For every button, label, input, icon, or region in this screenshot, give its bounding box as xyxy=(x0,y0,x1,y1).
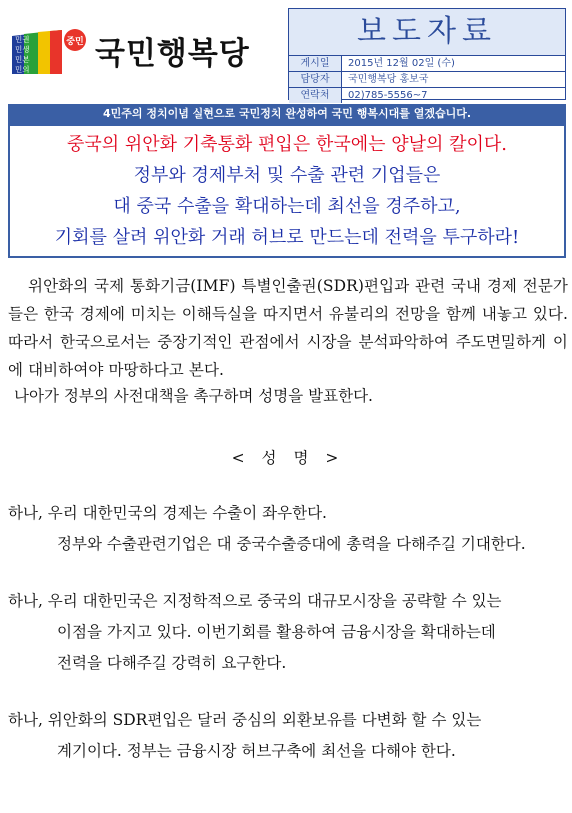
info-label: 게시일 xyxy=(289,56,342,71)
info-row-date xyxy=(289,56,565,72)
intro-paragraph: 위안화의 국제 통화기금(IMF) 특별인출권(SDR)편입과 관련 국내 경제 전문가들은 한국 경제에 미치는 이해득실을 따지면서 유불리의 전망을 함께 내놓고 있다. 따라서 한국으로서는 중장기적인 관점에서 시장을 분석파악하여 주도면밀하게 이에 대비하여야 마땅하다고 본다. xyxy=(8,277,568,379)
headline-main: 중국의 위안화 기축통화 편입은 한국에는 양날의 칼이다. xyxy=(67,134,507,155)
info-label: 담당자 xyxy=(289,72,342,87)
logo-line-4: 민의 xyxy=(15,65,30,74)
headline-line-3: 대 중국 수출을 확대하는데 최선을 경주하고, xyxy=(113,196,461,217)
party-name: 국민행복당 xyxy=(95,36,250,72)
logo-line-2: 민생 xyxy=(15,45,30,54)
item-line: 하나, 우리 대한민국의 경제는 수출이 좌우한다. xyxy=(8,504,327,522)
press-release-title: 보도자료 xyxy=(289,9,565,56)
item-line: 하나, 우리 대한민국은 지정학적으로 중국의 대규모시장을 공략할 수 있는 xyxy=(8,592,502,610)
headline-box xyxy=(8,124,566,258)
statement-intro: 나아가 정부의 사전대책을 촉구하며 성명을 발표한다. xyxy=(14,387,373,405)
logo-badge: 중민 xyxy=(66,37,84,47)
item-line: 정부와 수출관련기업은 대 중국수출증대에 총력을 다해주길 기대한다. xyxy=(57,535,526,553)
statement-item-2 xyxy=(8,586,568,679)
document-body xyxy=(8,272,568,767)
headline-line-4: 기회를 살려 위안화 거래 허브로 만드는데 전력을 투구하라! xyxy=(54,227,520,248)
info-value: 02)785-5556~7 xyxy=(348,90,428,101)
info-value: 2015년 12월 02일 (수) xyxy=(348,58,455,69)
statement-item-3 xyxy=(8,705,568,767)
item-line: 전력을 다해주길 강력히 요구한다. xyxy=(57,654,287,672)
info-label: 연락처 xyxy=(289,88,342,103)
party-logo xyxy=(12,28,90,74)
logo-line-3: 민본 xyxy=(15,55,30,64)
slogan-banner: 4민주의 정치이념 실현으로 국민정치 완성하여 국민 행복시대를 열겠습니다. xyxy=(8,104,566,124)
info-row-phone xyxy=(289,88,565,103)
info-row-contact-person xyxy=(289,72,565,88)
statement-item-1 xyxy=(8,498,568,560)
info-value: 국민행복당 홍보국 xyxy=(348,74,429,85)
headline-line-2: 정부와 경제부처 및 수출 관련 기업들은 xyxy=(133,165,441,186)
press-release-box xyxy=(288,8,566,100)
item-line: 계기이다. 정부는 금융시장 허브구축에 최선을 다해야 한다. xyxy=(57,742,456,760)
statement-heading: < 성 명 > xyxy=(231,449,345,467)
logo-line-1: 민권 xyxy=(15,35,30,44)
item-line: 하나, 위안화의 SDR편입은 달러 중심의 외환보유를 다변화 할 수 있는 xyxy=(8,711,482,729)
item-line: 이점을 가지고 있다. 이번기회를 활용하여 금융시장을 확대하는데 xyxy=(57,623,496,641)
